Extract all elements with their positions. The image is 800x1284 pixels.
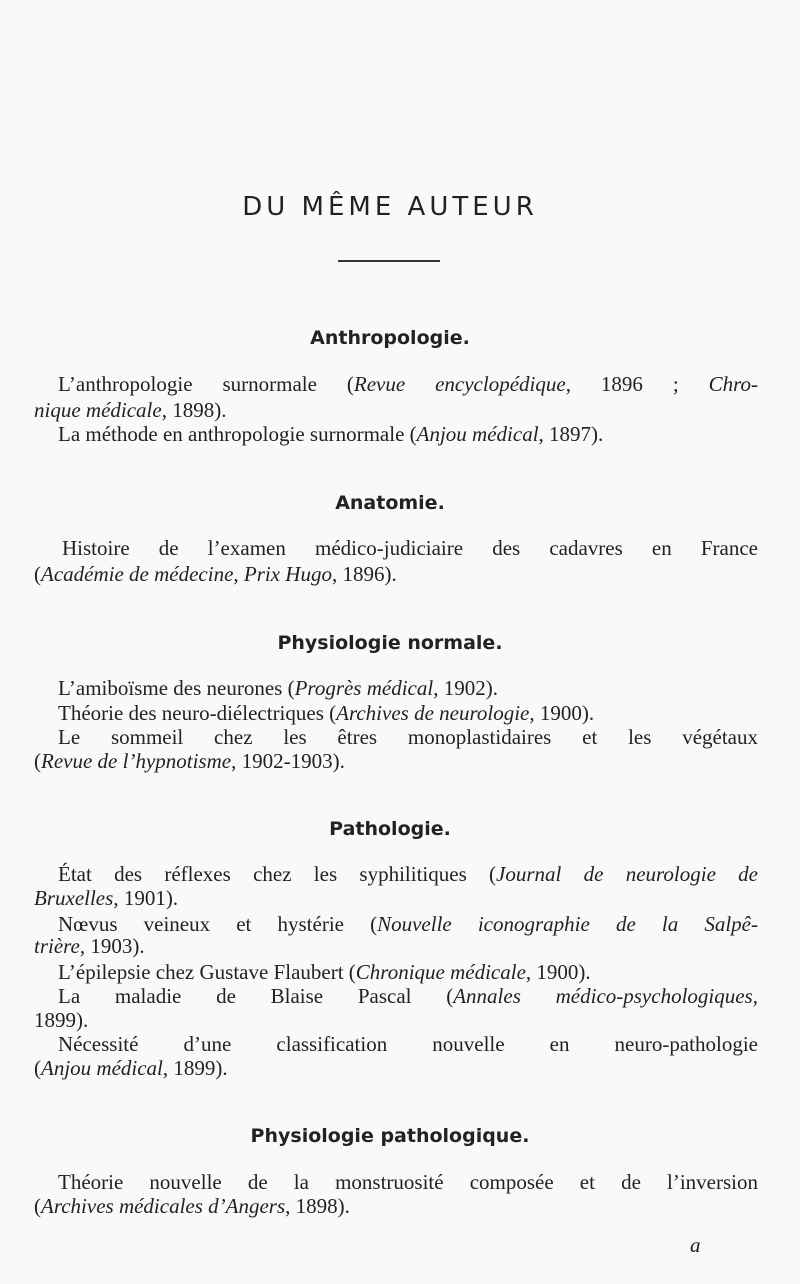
text-line: Bruxelles, 1901). [34,886,179,910]
page-title: DU MÊME AUTEUR [242,192,538,222]
text-line: Le sommeil chez les êtres monoplastidaires et les végétaux [58,725,758,749]
text-line: L’épilepsie chez Gustave Flaubert (Chronique médicale, 1900). [58,960,591,984]
text-line: L’amiboïsme des neurones (Progrès médical, 1902). [58,676,498,700]
section-heading-physiologie-normale: Physiologie normale. [277,632,503,654]
text-line: nique médicale, 1898). [34,398,227,422]
text-line: (Revue de l’hypnotisme, 1902-1903). [34,749,345,773]
section-heading-physiologie-pathologique: Physiologie pathologique. [250,1125,530,1147]
page-folio: a [690,1233,701,1257]
text-line: trière, 1903). [34,934,145,958]
section-heading-anatomie: Anatomie. [335,492,445,514]
text-line: (Archives médicales d’Angers, 1898). [34,1194,350,1218]
text-line: Histoire de l’examen médico-judiciaire des cadavres en France [62,536,758,560]
text-line: Nécessité d’une classification nouvelle en neuro-pathologie [58,1032,758,1056]
text-line: La maladie de Blaise Pascal (Annales médico-psychologiques, [58,984,758,1008]
text-line: L’anthropologie surnormale (Revue encyclopédique, 1896 ; Chro- [58,372,758,396]
text-line: État des réflexes chez les syphilitiques (Journal de neurologie de [58,862,758,886]
section-heading-pathologie: Pathologie. [329,818,451,840]
text-line: (Anjou médical, 1899). [34,1056,228,1080]
title-rule [338,260,440,262]
text-line: Théorie nouvelle de la monstruosité composée et de l’inversion [58,1170,758,1194]
text-line: (Académie de médecine, Prix Hugo, 1896). [34,562,397,586]
text-line: 1899). [34,1008,89,1032]
text-line: La méthode en anthropologie surnormale (Anjou médical, 1897). [58,422,604,446]
text-line: Nœvus veineux et hystérie (Nouvelle iconographie de la Salpê- [58,912,758,936]
text-line: Théorie des neuro-diélectriques (Archives de neurologie, 1900). [58,701,595,725]
section-heading-anthropologie: Anthropologie. [310,327,470,349]
